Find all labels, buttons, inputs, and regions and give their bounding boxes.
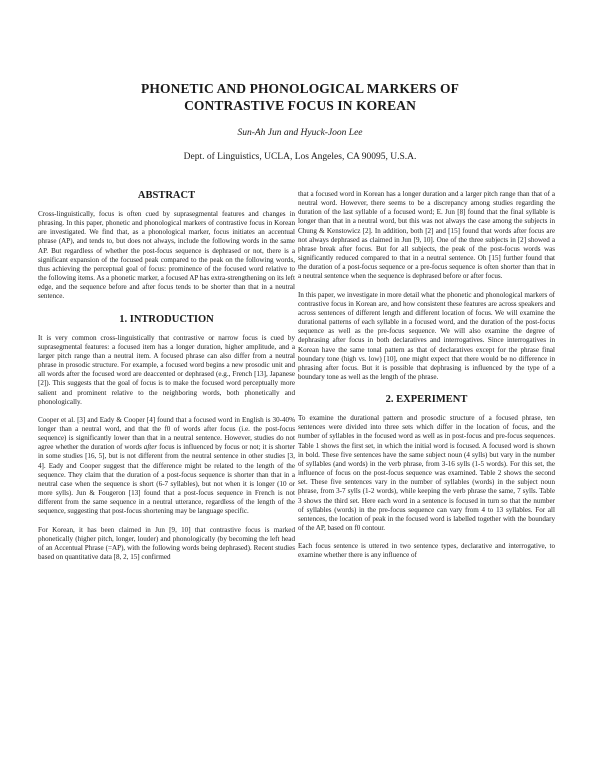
abstract-heading: ABSTRACT xyxy=(137,190,196,201)
paper-authors: Sun-Ah Jun and Hyuck-Joon Lee xyxy=(237,128,363,138)
intro-paragraph-2 xyxy=(38,416,295,517)
paper-affiliation: Dept. of Linguistics, UCLA, Los Angeles, CA 90095, U.S.A. xyxy=(183,152,417,162)
left-column xyxy=(38,190,295,562)
experiment-heading: 2. EXPERIMENT xyxy=(385,394,468,406)
intro-paragraph-1: It is very common cross-linguistically that contrastive or narrow focus is cued by suprasegmental features: a focused item has a longer duration, higher amplitude, and a larger pitch range than a neutral item. A focused phrase can also differ from a neutral phrase in prosodic structure. For example, a focused word begins a new prosodic unit and all words after the focused word are deaccented or dephrased (e.g., French [13], Japanese [2]). This suggests that the goal of focus is to make the focused word perceptually more salient and prominent relative to the neighboring words, both phonetically and phonologically. xyxy=(38,333,295,406)
intro-paragraph-2-emphasis: after xyxy=(143,443,158,452)
intro-paragraph-5: In this paper, we investigate in more detail what the phonetic and phonological markers of contrastive focus in Korean are, and how consistent these features are across speakers and across sentences of different length and different location of focus. We will examine the durational patterns of each syllable in a focused word, and the duration of the post-focus sequence as well as the pre-focus sequence. We will also examine the degree of dephrasing after focus in both declaratives and interrogatives. Since interrogatives in Korean have the same tonal pattern as that of declaratives except for the phrase final boundary tone (high vs. low) [10], one might expect that there would be no difference in phrasing after focus. But it is possible that dephrasing is influenced by the type of a boundary tone as well as the length of the phrase. xyxy=(298,290,555,381)
paper-title xyxy=(60,80,540,114)
intro-paragraph-2-part-b: focus is influenced by focus or not; it is shorter in some studies [16, 5], but is not different from the neutral sentence in other studies [3, 4]. Eady and Cooper suggest that the difference might be related to the length of the sequence. They claim that the duration of a post-focus sequence is shorter than that in a neutral case when the sequence is short (6-7 syllables), but not when it is longer (10 or more sylls). Jun & Fougeron [13] found that a post-focus sequence in French is not different from the same sequence in a neutral utterance, regardless of the length of the sequence, suggesting that post-focus shortening may be language specific. xyxy=(38,443,295,516)
abstract-text: Cross-linguistically, focus is often cued by suprasegmental features and changes in phrasing. In this paper, phonetic and phonological markers of contrastive focus in Korean are investigated. We find that, as a phonological marker, focus initiates an accentual phrase (AP), and tends to, but does not always, include the following words in the same AP. But regardless of whether the post-focus sequence is dephrased or not, there is a significant expansion of the focused peak compared to the peak on the following words, thus achieving the perceptual goal of focus: prominence of the focused word relative to the following items. As a phonetic marker, a focused AP has extra-strengthening on its left edge, and the sequence before and after focus tends to be shorter than that in a neutral sentence. xyxy=(38,210,295,301)
right-column xyxy=(298,190,555,560)
intro-paragraph-4: that a focused word in Korean has a longer duration and a larger pitch range than that of a neutral word. However, there seems to be a discrepancy among studies regarding the duration of the last syllable of a focused word; E. Jun [8] found that the final syllable is longer than that in a neutral word, but this was not always the case among the subjects in Chung & Kenstowicz [2]. In addition, both [2] and [15] found that words after focus are not always dephrased as claimed in Jun [9, 10]. One of the three subjects in [2] showed a phrase break after focus. But for all subjects, the peak of the post-focus words was significantly reduced compared to that in a neutral sentence. Oh [15] further found that the duration of a post-focus sequence or a pre-focus sequence is often shorter than that in a neutral sentence when the sequence is dephrased before or after focus. xyxy=(298,190,555,281)
paper-title-line-1: PHONETIC AND PHONOLOGICAL MARKERS OF xyxy=(141,81,459,96)
experiment-paragraph-2: Each focus sentence is uttered in two sentence types, declarative and interrogative, to examine whether there is any influence of xyxy=(298,542,555,560)
intro-paragraph-2-part-a: Cooper et al. [3] and Eady & Cooper [4] found that a focused word in English is 30-40% longer than a neutral word, and that the f0 of words after focus (i.e. the post-focus sequence) is significantly lower than that in a neutral sentence. However, studies do not agree whether the duration of words xyxy=(38,415,295,452)
experiment-paragraph-1: To examine the durational pattern and prosodic structure of a focused phrase, ten sentences were divided into three sets which differ in the location of focus, and the number of syllables in the focused word as well as in post-focus and pre-focus sequences. Table 1 shows the first set, in which the initial word is focused. A focused word is shown in bold. These five sentences have the same subject noun (4 sylls) but vary in the number of syllables (and words) in the verb phrase, from 3-16 sylls (1-5 words). For this set, the influence of focus on the post-focus sequence was examined. Table 2 shows the second set. These five sentences vary in the number of syllables (words) in the subject noun phrase, from 3-7 sylls (1-2 words), while keeping the verb phrase the same, 7 sylls. Table 3 shows the third set. Here each word in a sentence is focused in turn so that the number of syllables (words) in the pre-focus sequence can vary from 4 to 13 syllables. For all sentences, the location of peak in the focused word is labelled together with the boundary of the AP, based on f0 contour. xyxy=(298,414,555,532)
introduction-heading: 1. INTRODUCTION xyxy=(119,313,214,325)
intro-paragraph-3: For Korean, it has been claimed in Jun [9, 10] that contrastive focus is marked phonetically (higher pitch, longer, louder) and phonologically (by becoming the left head of an Accentual Phrase (=AP), with the following words being dephrased). Recent studies based on quantitative data [8, 2, 15] confirmed xyxy=(38,525,295,561)
paper-title-line-2: CONTRASTIVE FOCUS IN KOREAN xyxy=(184,98,416,113)
